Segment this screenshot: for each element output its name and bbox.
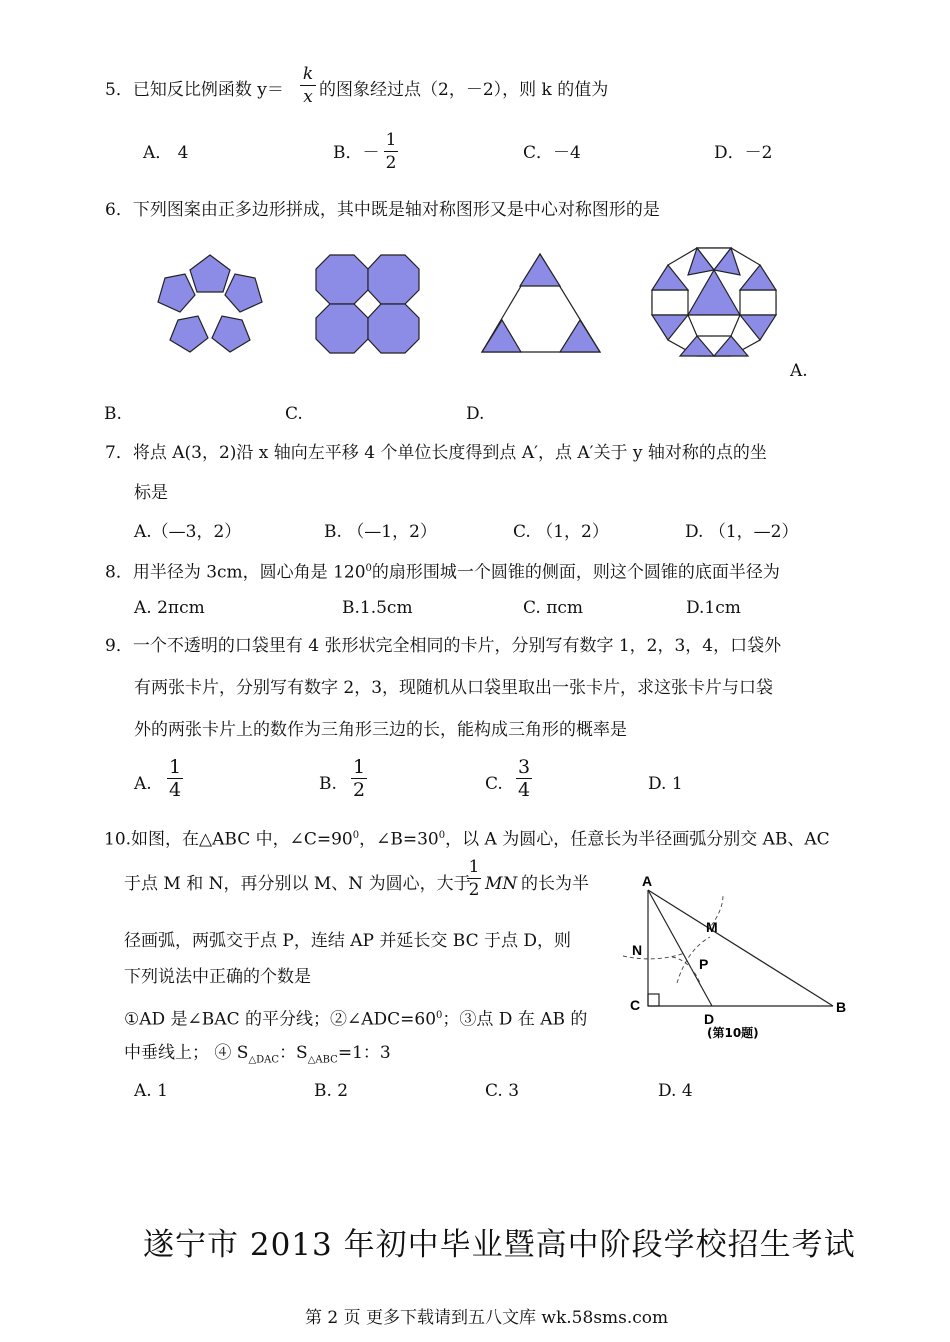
q10-l1-a: 10.如图，在△ABC 中，∠C=90	[104, 829, 353, 850]
q10-l5-a: ①AD 是∠BAC 的平分线；②∠ADC=60	[124, 1009, 437, 1030]
q8-degree: 0	[365, 563, 372, 574]
q6-label-a: A.	[790, 361, 808, 381]
q9-line1: 9．一个不透明的口袋里有 4 张形状完全相同的卡片，分别写有数字 1，2，3，4，口袋外	[105, 636, 782, 656]
figure-dodecagon	[652, 248, 776, 356]
q10-deg2: 0	[438, 830, 446, 841]
q10-triangle-figure	[615, 865, 860, 1045]
q10-option-c: C. 3	[485, 1081, 520, 1101]
q5-frac-den: x	[303, 87, 313, 107]
q8-option-a: A. 2πcm	[134, 598, 205, 618]
q10-deg1: 0	[352, 830, 360, 841]
q8-stem	[105, 558, 780, 584]
q5-b-den: 2	[385, 153, 397, 173]
q9-option-b-fraction	[351, 757, 367, 800]
q9-option-a-label: A.	[134, 774, 152, 794]
q9-b-num: 1	[352, 756, 366, 778]
q7-option-c: C. （1，2）	[513, 522, 609, 542]
q9-c-num: 3	[517, 756, 531, 778]
q9-option-c-fraction	[516, 757, 532, 800]
figure-pentagon-ring	[158, 255, 262, 352]
label-M: M	[706, 919, 718, 935]
page-footer: 第 2 页 更多下载请到五八文库 wk.58sms.com	[305, 1308, 669, 1328]
q8-text-pre: 8．用半径为 3cm，圆心角是 120	[105, 562, 366, 583]
q10-deg3: 0	[436, 1010, 443, 1021]
q10-sub1: △DAC	[248, 1054, 280, 1066]
label-N: N	[632, 942, 643, 958]
q10-mn: MN	[485, 874, 518, 894]
q10-line4: 下列说法中正确的个数是	[124, 967, 311, 987]
q6-label-d: D.	[466, 404, 485, 424]
q9-c-den: 4	[517, 779, 531, 801]
q5-suffix: 的图象经过点（2，－2），则 k 的值为	[319, 80, 609, 100]
q5-option-d: D．－2	[714, 143, 773, 163]
figure-triangle	[482, 254, 600, 352]
q10-line6	[124, 1042, 391, 1071]
q7-line2: 标是	[134, 483, 168, 503]
q6-label-b: B.	[104, 404, 122, 424]
q5-option-b-label: B．－	[333, 143, 380, 163]
figure-octagons	[316, 255, 419, 353]
q10-line5	[124, 1005, 587, 1031]
exam-title: 遂宁市 2013 年初中毕业暨高中阶段学校招生考试	[143, 1227, 856, 1263]
q6-figures	[140, 240, 820, 370]
q9-option-a-fraction	[167, 757, 183, 800]
q9-line2: 有两张卡片，分别写有数字 2，3，现随机从口袋里取出一张卡片，求这张卡片与口袋	[134, 678, 774, 698]
q10-option-d: D. 4	[658, 1081, 693, 1101]
q10-l6-c: =1：3	[337, 1043, 391, 1063]
q10-line3: 径画弧，两弧交于点 P，连结 AP 并延长交 BC 于点 D，则	[124, 931, 572, 951]
q10-l1-c: ，以 A 为圆心，任意长为半径画弧分别交 AB、AC	[445, 829, 830, 850]
q10-option-b: B. 2	[314, 1081, 349, 1101]
q9-option-b-label: B.	[319, 774, 337, 794]
q10-line2-fraction	[467, 857, 481, 900]
q5-prefix: 5．已知反比例函数 y＝	[105, 80, 284, 100]
q5-option-a: A． 4	[143, 143, 189, 163]
label-A: A	[642, 873, 653, 889]
q10-l6-b: ：S	[279, 1043, 308, 1063]
label-P: P	[699, 956, 709, 972]
q9-a-num: 1	[168, 756, 182, 778]
q10-frac-num: 1	[468, 857, 480, 877]
q6-stem: 6．下列图案由正多边形拼成，其中既是轴对称图形又是中心对称图形的是	[105, 200, 660, 220]
q10-line2-pre: 于点 M 和 N，再分别以 M、N 为圆心，大于	[124, 874, 471, 894]
q9-line3: 外的两张卡片上的数作为三角形三边的长，能构成三角形的概率是	[134, 720, 627, 740]
q5-b-num: 1	[385, 130, 397, 150]
q8-option-c: C. πcm	[523, 598, 584, 618]
q7-line1: 7．将点 A(3，2)沿 x 轴向左平移 4 个单位长度得到点 A′，点 A′关于 y 轴对称的点的坐	[105, 443, 767, 463]
figure-caption: (第10题)	[707, 1026, 759, 1040]
q10-frac-den: 2	[468, 880, 480, 900]
q5-option-b-fraction	[384, 130, 398, 173]
q10-sub2: △ABC	[307, 1054, 338, 1066]
q7-option-b: B. （—1，2）	[324, 522, 437, 542]
label-D: D	[704, 1011, 715, 1027]
label-C: C	[630, 997, 641, 1013]
q8-option-b: B.1.5cm	[342, 598, 413, 618]
q10-l5-b: ；③点 D 在 AB 的	[442, 1009, 588, 1030]
q6-label-c: C.	[285, 404, 303, 424]
q9-option-d: D. 1	[648, 774, 683, 794]
q7-option-a: A.（—3，2）	[134, 522, 242, 542]
q10-line2-post: 的长为半	[521, 874, 589, 894]
q10-l6-a: 中垂线上； ④ S	[124, 1043, 249, 1063]
q5-fraction	[300, 64, 316, 107]
q9-option-c-label: C.	[485, 774, 503, 794]
q10-line1	[104, 825, 830, 851]
label-B: B	[836, 999, 847, 1015]
q9-b-den: 2	[352, 779, 366, 801]
q5-frac-num: k	[302, 64, 314, 84]
q8-text-post: 的扇形围城一个圆锥的侧面，则这个圆锥的底面半径为	[371, 562, 780, 583]
q10-l1-b: ，∠B=30	[359, 829, 439, 850]
q8-option-d: D.1cm	[686, 598, 741, 618]
q5-stem	[105, 79, 284, 101]
q10-option-a: A. 1	[134, 1081, 168, 1101]
q9-a-den: 4	[168, 779, 182, 801]
q5-option-c: C．－4	[523, 143, 581, 163]
q7-option-d: D. （1，—2）	[685, 522, 799, 542]
